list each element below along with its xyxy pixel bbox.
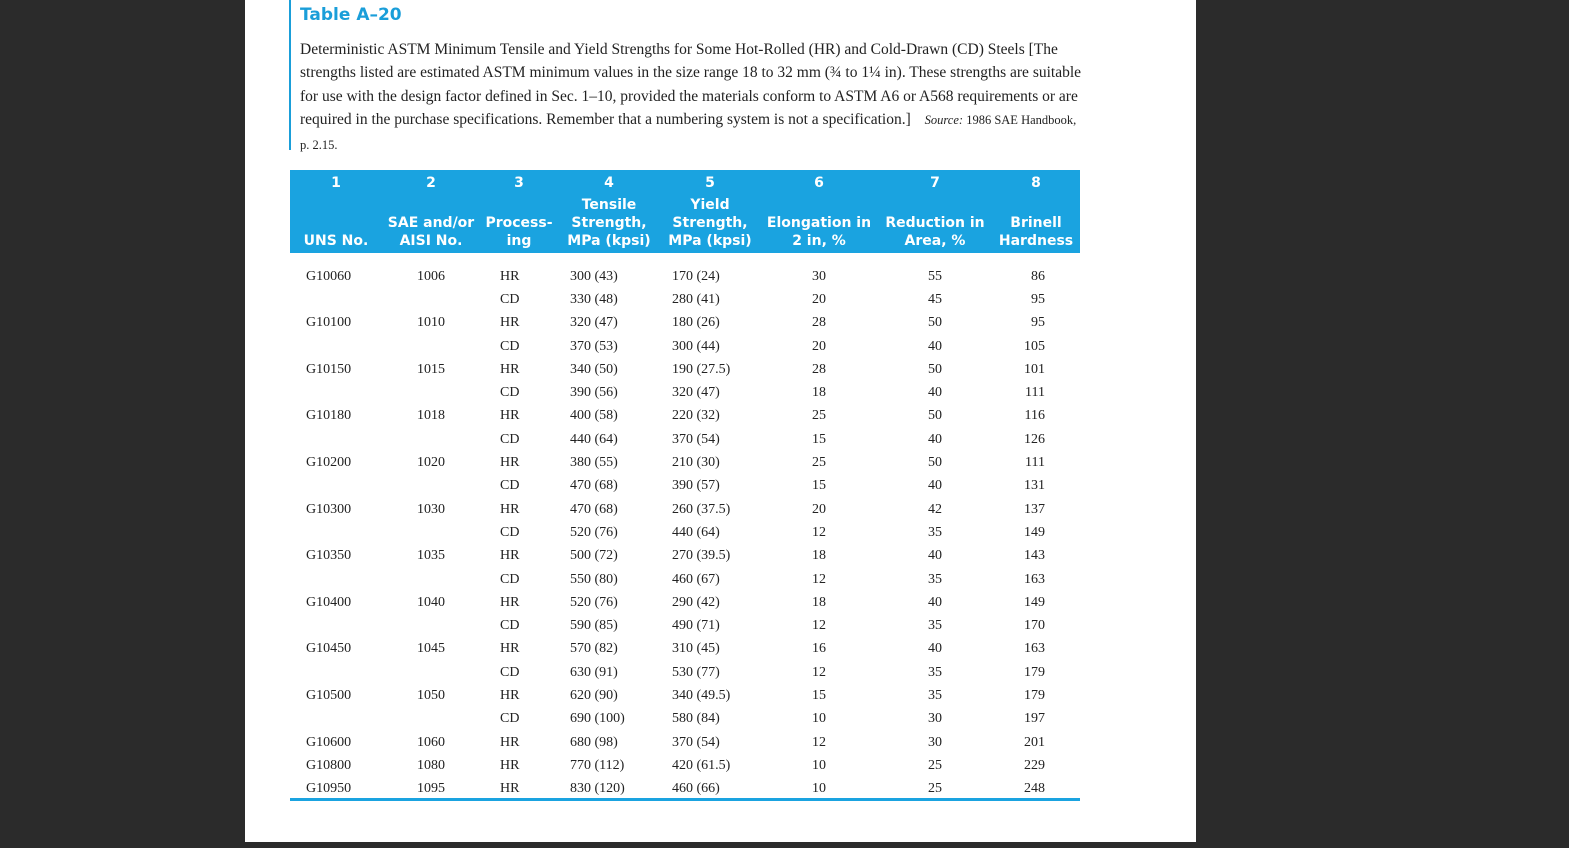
sae-cell: 1095 <box>417 781 445 797</box>
elongation-cell: 20 <box>812 338 826 354</box>
document-page <box>245 0 1196 842</box>
uns-cell: G10950 <box>306 781 352 797</box>
reduction-cell: 35 <box>928 618 942 634</box>
col-label-brinell: Brinell Hardness <box>992 196 1080 253</box>
reduction-cell: 40 <box>928 478 942 494</box>
sae-cell <box>382 335 480 358</box>
table-row <box>290 708 1080 731</box>
brinell-cell: 86 <box>1031 268 1045 284</box>
sae-cell <box>382 614 480 637</box>
brinell-cell: 111 <box>1025 385 1045 401</box>
yield-cell: 190 (27.5) <box>672 361 731 377</box>
column-number-row <box>290 170 1080 196</box>
col-label-processing: Process-ing <box>480 196 558 253</box>
uns-cell: G10350 <box>306 548 352 564</box>
col-num-3: 3 <box>480 170 558 196</box>
reduction-cell: 42 <box>928 501 942 517</box>
reduction-cell: 50 <box>928 408 942 424</box>
processing-cell: CD <box>500 338 520 354</box>
col-num-5: 5 <box>660 170 760 196</box>
uns-cell <box>290 475 382 498</box>
yield-cell: 290 (42) <box>672 594 720 610</box>
uns-cell: G10200 <box>306 455 352 471</box>
sae-cell: 1060 <box>417 734 445 750</box>
yield-cell: 460 (66) <box>672 781 720 797</box>
tensile-cell: 500 (72) <box>570 548 618 564</box>
table-row <box>290 638 1080 661</box>
col-label-elongation: Elongation in 2 in, % <box>760 196 878 253</box>
processing-cell: CD <box>500 431 520 447</box>
yield-cell: 320 (47) <box>672 385 720 401</box>
brinell-cell: 111 <box>1025 455 1045 471</box>
brinell-cell: 149 <box>1024 524 1045 540</box>
tensile-cell: 590 (85) <box>570 618 618 634</box>
tensile-cell: 680 (98) <box>570 734 618 750</box>
sae-cell: 1006 <box>417 268 445 284</box>
source-label: Source: <box>924 113 964 128</box>
brinell-cell: 116 <box>1024 408 1045 424</box>
processing-cell: HR <box>500 757 520 773</box>
elongation-cell: 12 <box>812 664 826 680</box>
elongation-cell: 15 <box>812 431 826 447</box>
sae-cell: 1018 <box>417 408 445 424</box>
reduction-cell: 30 <box>928 734 942 750</box>
yield-cell: 170 (24) <box>672 268 720 284</box>
yield-cell: 440 (64) <box>672 524 720 540</box>
uns-cell: G10180 <box>306 408 352 424</box>
uns-cell <box>290 521 382 544</box>
processing-cell: CD <box>500 571 520 587</box>
table-row <box>290 498 1080 521</box>
uns-cell: G10800 <box>306 757 352 773</box>
tensile-cell: 520 (76) <box>570 524 618 540</box>
processing-cell: HR <box>500 548 520 564</box>
elongation-cell: 25 <box>812 455 826 471</box>
processing-cell: CD <box>500 291 520 307</box>
elongation-cell: 20 <box>812 501 826 517</box>
processing-cell: HR <box>500 641 520 657</box>
brinell-cell: 143 <box>1024 548 1045 564</box>
reduction-cell: 40 <box>928 431 942 447</box>
table-row <box>290 358 1080 381</box>
processing-cell: HR <box>500 268 520 284</box>
tensile-cell: 830 (120) <box>570 781 625 797</box>
tensile-cell: 320 (47) <box>570 315 618 331</box>
brinell-cell: 197 <box>1024 711 1045 727</box>
processing-cell: CD <box>500 478 520 494</box>
table-row <box>290 684 1080 707</box>
reduction-cell: 45 <box>928 291 942 307</box>
elongation-cell: 18 <box>812 385 826 401</box>
elongation-cell: 12 <box>812 618 826 634</box>
table-row <box>290 451 1080 474</box>
sae-cell <box>382 708 480 731</box>
table-row <box>290 475 1080 498</box>
elongation-cell: 12 <box>812 571 826 587</box>
elongation-cell: 28 <box>812 361 826 377</box>
elongation-cell: 10 <box>812 711 826 727</box>
sae-cell <box>382 521 480 544</box>
processing-cell: CD <box>500 385 520 401</box>
col-num-6: 6 <box>760 170 878 196</box>
tensile-cell: 570 (82) <box>570 641 618 657</box>
col-num-8: 8 <box>992 170 1080 196</box>
tensile-cell: 330 (48) <box>570 291 618 307</box>
brinell-cell: 170 <box>1024 618 1045 634</box>
sae-cell <box>382 428 480 451</box>
sae-cell: 1050 <box>417 687 445 703</box>
table-row <box>290 591 1080 614</box>
sae-cell: 1020 <box>417 455 445 471</box>
yield-cell: 340 (49.5) <box>672 687 731 703</box>
tensile-cell: 300 (43) <box>570 268 618 284</box>
brinell-cell: 95 <box>1031 291 1045 307</box>
col-num-4: 4 <box>558 170 660 196</box>
uns-cell <box>290 381 382 404</box>
brinell-cell: 131 <box>1024 478 1045 494</box>
brinell-cell: 101 <box>1024 361 1045 377</box>
reduction-cell: 50 <box>928 361 942 377</box>
sae-cell <box>382 568 480 591</box>
sae-cell <box>382 475 480 498</box>
processing-cell: HR <box>500 501 520 517</box>
uns-cell: G10100 <box>306 315 352 331</box>
brinell-cell: 248 <box>1024 781 1045 797</box>
sae-cell: 1010 <box>417 315 445 331</box>
col-label-tensile: Tensile Strength, MPa (kpsi) <box>558 196 660 253</box>
yield-cell: 490 (71) <box>672 618 720 634</box>
brinell-cell: 201 <box>1024 734 1045 750</box>
bottom-rule <box>290 798 1080 801</box>
reduction-cell: 40 <box>928 594 942 610</box>
tensile-cell: 630 (91) <box>570 664 618 680</box>
uns-cell <box>290 288 382 311</box>
yield-cell: 530 (77) <box>672 664 720 680</box>
table-row <box>290 381 1080 404</box>
col-num-2: 2 <box>382 170 480 196</box>
brinell-cell: 229 <box>1024 757 1045 773</box>
reduction-cell: 25 <box>928 757 942 773</box>
elongation-cell: 12 <box>812 524 826 540</box>
title-rule <box>289 0 291 150</box>
tensile-cell: 370 (53) <box>570 338 618 354</box>
yield-cell: 460 (67) <box>672 571 720 587</box>
reduction-cell: 55 <box>928 268 942 284</box>
tensile-cell: 470 (68) <box>570 501 618 517</box>
tensile-cell: 770 (112) <box>570 757 625 773</box>
table-row <box>290 731 1080 754</box>
uns-cell <box>290 428 382 451</box>
processing-cell: CD <box>500 711 520 727</box>
table-row <box>290 288 1080 311</box>
col-label-yield: Yield Strength, MPa (kpsi) <box>660 196 760 253</box>
brinell-cell: 179 <box>1024 687 1045 703</box>
processing-cell: HR <box>500 315 520 331</box>
yield-cell: 370 (54) <box>672 734 720 750</box>
uns-cell <box>290 708 382 731</box>
tensile-cell: 340 (50) <box>570 361 618 377</box>
table-row <box>290 754 1080 777</box>
reduction-cell: 40 <box>928 548 942 564</box>
sae-cell: 1045 <box>417 641 445 657</box>
yield-cell: 310 (45) <box>672 641 720 657</box>
processing-cell: HR <box>500 594 520 610</box>
table-row <box>290 661 1080 684</box>
uns-cell <box>290 568 382 591</box>
brinell-cell: 126 <box>1024 431 1045 447</box>
reduction-cell: 35 <box>928 687 942 703</box>
source-text: 1986 SAE Handbook, p. 2.15. <box>300 113 1077 152</box>
table-row <box>290 521 1080 544</box>
tensile-cell: 380 (55) <box>570 455 618 471</box>
brinell-cell: 95 <box>1031 315 1045 331</box>
processing-cell: HR <box>500 361 520 377</box>
sae-cell: 1035 <box>417 548 445 564</box>
elongation-cell: 28 <box>812 315 826 331</box>
processing-cell: CD <box>500 664 520 680</box>
reduction-cell: 35 <box>928 664 942 680</box>
uns-cell: G10060 <box>306 268 352 284</box>
table-row <box>290 545 1080 568</box>
yield-cell: 180 (26) <box>672 315 720 331</box>
yield-cell: 370 (54) <box>672 431 720 447</box>
column-label-row <box>290 196 1080 253</box>
elongation-cell: 15 <box>812 687 826 703</box>
sae-cell: 1030 <box>417 501 445 517</box>
elongation-cell: 18 <box>812 548 826 564</box>
brinell-cell: 137 <box>1024 501 1045 517</box>
yield-cell: 580 (84) <box>672 711 720 727</box>
table-label: Table A–20 <box>300 5 402 25</box>
brinell-cell: 179 <box>1024 664 1045 680</box>
uns-cell: G10300 <box>306 501 352 517</box>
uns-cell <box>290 661 382 684</box>
yield-cell: 270 (39.5) <box>672 548 731 564</box>
processing-cell: HR <box>500 408 520 424</box>
elongation-cell: 18 <box>812 594 826 610</box>
tensile-cell: 440 (64) <box>570 431 618 447</box>
sae-cell <box>382 288 480 311</box>
yield-cell: 220 (32) <box>672 408 720 424</box>
reduction-cell: 30 <box>928 711 942 727</box>
elongation-cell: 16 <box>812 641 826 657</box>
reduction-cell: 35 <box>928 571 942 587</box>
table-row <box>290 405 1080 428</box>
processing-cell: HR <box>500 687 520 703</box>
tensile-cell: 690 (100) <box>570 711 625 727</box>
brinell-cell: 149 <box>1024 594 1045 610</box>
reduction-cell: 50 <box>928 315 942 331</box>
table-caption <box>300 38 1085 157</box>
caption-text: Deterministic ASTM Minimum Tensile and Yield Strengths for Some Hot-Rolled (HR) and Cold-Drawn (CD) Steels [The strengths listed are estimated ASTM minimum values in the size range 18 to 32 mm (¾ to 1¼ in). These strengths are suitable for use with the design factor defined in Sec. 1–10, provided the materials conform to ASTM A6 or A568 requirements or are required in the purchase specifications. Remember that a numbering system is not a specification.] <box>300 41 1082 129</box>
col-num-1: 1 <box>290 170 382 196</box>
processing-cell: HR <box>500 455 520 471</box>
elongation-cell: 15 <box>812 478 826 494</box>
yield-cell: 300 (44) <box>672 338 720 354</box>
table-row <box>290 614 1080 637</box>
sae-cell <box>382 381 480 404</box>
tensile-cell: 550 (80) <box>570 571 618 587</box>
uns-cell: G10500 <box>306 687 352 703</box>
yield-cell: 420 (61.5) <box>672 757 731 773</box>
table-row <box>290 253 1080 288</box>
table-body <box>290 253 1080 801</box>
brinell-cell: 105 <box>1024 338 1045 354</box>
elongation-cell: 10 <box>812 781 826 797</box>
reduction-cell: 40 <box>928 641 942 657</box>
elongation-cell: 30 <box>812 268 826 284</box>
reduction-cell: 40 <box>928 385 942 401</box>
tensile-cell: 400 (58) <box>570 408 618 424</box>
reduction-cell: 25 <box>928 781 942 797</box>
tensile-cell: 520 (76) <box>570 594 618 610</box>
yield-cell: 260 (37.5) <box>672 501 731 517</box>
sae-cell <box>382 661 480 684</box>
reduction-cell: 50 <box>928 455 942 471</box>
uns-cell: G10400 <box>306 594 352 610</box>
table-row <box>290 568 1080 591</box>
tensile-cell: 390 (56) <box>570 385 618 401</box>
table-row <box>290 312 1080 335</box>
reduction-cell: 35 <box>928 524 942 540</box>
yield-cell: 280 (41) <box>672 291 720 307</box>
elongation-cell: 25 <box>812 408 826 424</box>
elongation-cell: 12 <box>812 734 826 750</box>
steel-strength-table <box>290 170 1080 801</box>
uns-cell: G10450 <box>306 641 352 657</box>
table-row <box>290 335 1080 358</box>
uns-cell: G10150 <box>306 361 352 377</box>
col-label-reduction: Reduction in Area, % <box>878 196 992 253</box>
yield-cell: 390 (57) <box>672 478 720 494</box>
col-num-7: 7 <box>878 170 992 196</box>
col-label-sae: SAE and/or AISI No. <box>382 196 480 253</box>
elongation-cell: 20 <box>812 291 826 307</box>
processing-cell: CD <box>500 524 520 540</box>
reduction-cell: 40 <box>928 338 942 354</box>
tensile-cell: 620 (90) <box>570 687 618 703</box>
table-row <box>290 428 1080 451</box>
sae-cell: 1015 <box>417 361 445 377</box>
brinell-cell: 163 <box>1024 641 1045 657</box>
sae-cell: 1040 <box>417 594 445 610</box>
processing-cell: HR <box>500 781 520 797</box>
uns-cell <box>290 335 382 358</box>
tensile-cell: 470 (68) <box>570 478 618 494</box>
uns-cell <box>290 614 382 637</box>
elongation-cell: 10 <box>812 757 826 773</box>
processing-cell: CD <box>500 618 520 634</box>
col-label-uns: UNS No. <box>290 196 382 253</box>
processing-cell: HR <box>500 734 520 750</box>
brinell-cell: 163 <box>1024 571 1045 587</box>
uns-cell: G10600 <box>306 734 352 750</box>
sae-cell: 1080 <box>417 757 445 773</box>
yield-cell: 210 (30) <box>672 455 720 471</box>
